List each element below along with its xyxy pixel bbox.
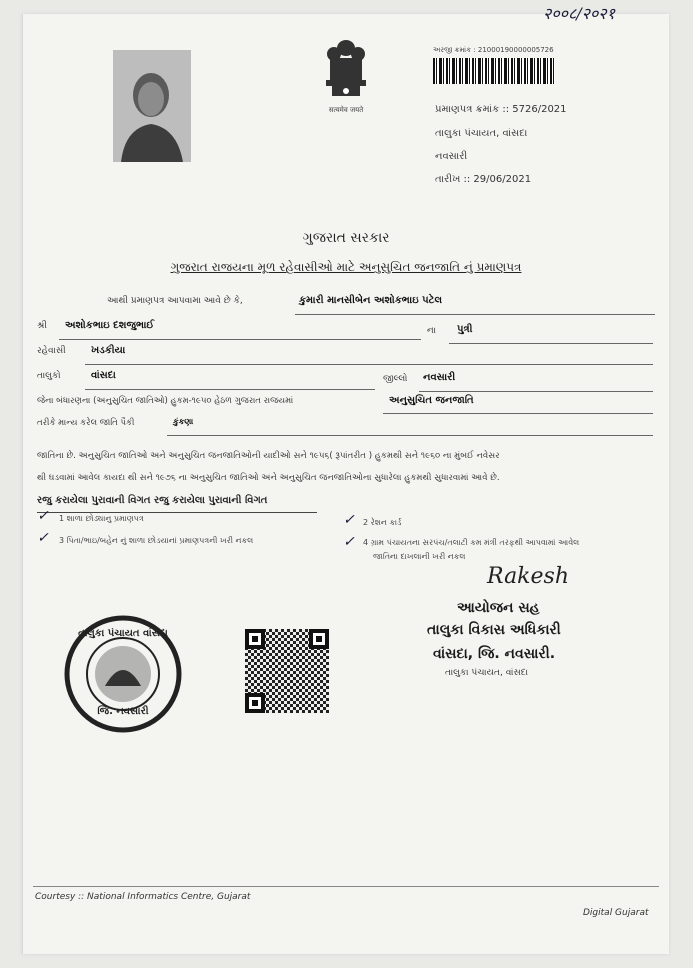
tribe-name-underline [167,435,653,436]
tribe-name: કુંકણા [173,417,194,426]
taluka-underline [85,389,375,390]
tribe-status: અનુસુચિત જનજાતિ [389,395,474,406]
tick-mark-icon: ✓ [343,512,355,528]
applicant-name: કુમારી માનસીબેન અશોકભાઇ પટેલ [299,295,443,306]
body-text-line2: થી ઘડવામાં આવેલ કાયદા થી સને ૧૯૭૬ ના અનુસુચિત જાતિઓ અને અનુસુચિત જનજાતિઓના સુધારેલા હુકમથી સુધારવામાં આવે છે. [37,473,500,483]
district-label: જીલ્લો [383,374,408,384]
evidence-item-2: 2 રેશન કાર્ડ [363,518,402,527]
panchayat-seal [63,614,183,734]
seal-bottom-text: જિ. નવસારી [97,706,149,717]
order-text: જેના બંધારણના (અનુસુચિત જાતિઓ) હુકમ-૧૯૫૦ હેઠળ ગુજરાત રાજયમાં [37,396,294,406]
evidence-header-underline [37,512,317,513]
evidence-item-3: 3 પિતા/ભાઇ/બહેન નું શાળા છોડયાનાં પ્રમાણપત્રની ખરી નકલ [59,536,254,545]
stamp-line1: આયોજન સહ [457,600,540,616]
certificate-sheet [22,4,669,954]
applicant-photo [113,50,191,162]
na-label: ના [427,326,436,336]
certificate-title: ગુજરાત રાજયના મૂળ રહેવાસીઓ માટે અનુસુચિત જનજાતિ નું પ્રમાણપત્ર [170,260,522,274]
national-emblem [316,36,376,116]
evidence-item-1: 1 શાળા છોડ્યાનુ પ્રમાણપત્ર [59,514,144,523]
barcode-image [433,58,555,84]
handwritten-reference: २००८/२०२१ [543,4,615,23]
signing-office: તાલુકા પંચાયત, વાંસદા [445,668,529,678]
tick-mark-icon: ✓ [37,530,49,546]
footer-brand: Digital Gujarat [583,908,649,918]
issue-date: તારીખ :: 29/06/2021 [435,174,532,185]
category-text: તરીકે માન્ય કરેલ જાતિ પૈકી [37,418,135,428]
district-underline [419,391,653,392]
body-text-line1: જાતિના છે. અનુસુચિત જાતિઓ અને અનુસુચિત જનજાતિઓની યાદીઓ સને ૧૯૫૬( રૂપાંતરીત ) હુકમથી સને ૧૯૬૦ ના મુંબઈ નવેસર [37,451,500,461]
stamp-line3: વાંસદા, જિ. નવસારી. [433,646,556,662]
qr-finder [245,629,265,649]
government-title: ગુજરાત સરકાર [302,230,390,246]
evidence-item-4: 4 ગ્રામ પંચાયતના સરપંચ/તલાટી કમ મંત્રી તરફથી આપવામાં આવેલ [363,538,580,547]
tribe-underline [383,413,653,414]
shri-label: શ્રી [37,321,47,331]
issuing-office: તાલુકા પંચાયત, વાંસદા [435,128,528,139]
evidence-item-4-cont: જાતિના દાખલાની ખરી નકલ [373,552,466,561]
taluka-label: તાલુકો [37,371,61,381]
resident-village: ખડકીયા [91,345,126,356]
evidence-header: રજુ કરાયેલા પુરાવાની વિગત રજુ કરાયેલા પુરાવાની વિગત [37,495,268,506]
taluka-value: વાંસદા [91,370,116,381]
relation-underline [449,343,653,344]
qr-finder [309,629,329,649]
qr-finder [245,693,265,713]
stamp-line2: તાલુકા વિકાસ અધિકારી [427,622,561,638]
emblem-motto: सत्यमेव जयते [328,106,364,114]
district-value: નવસારી [423,372,456,383]
intro-text: આથી પ્રમાણપત્ર આપવામા આવે છે કે, [107,296,243,306]
application-number: અરજી ક્રમાંક : 21000190000005726 [433,46,554,54]
issuing-district: નવસારી [435,151,468,162]
father-underline [59,339,421,340]
officer-signature: Rakesh [487,564,569,589]
footer-courtesy: Courtesy :: National Informatics Centre, Gujarat [35,892,251,902]
tick-mark-icon: ✓ [37,508,49,524]
certificate-number: પ્રમાણપત્ર ક્રમાંક :: 5726/2021 [435,104,567,115]
resident-label: રહેવાસી [37,346,66,356]
ashoka-emblem-icon [316,36,376,102]
father-name: અશોકભાઇ દશજુભાઈ [65,320,155,331]
tick-mark-icon: ✓ [343,534,355,550]
resident-underline [85,364,653,365]
qr-code [245,629,329,713]
relation-value: પુત્રી [457,324,473,335]
footer-rule [33,886,659,887]
seal-top-text: તાલુકા પંચાયત વાંસદા [78,628,168,639]
name-underline [295,314,655,315]
